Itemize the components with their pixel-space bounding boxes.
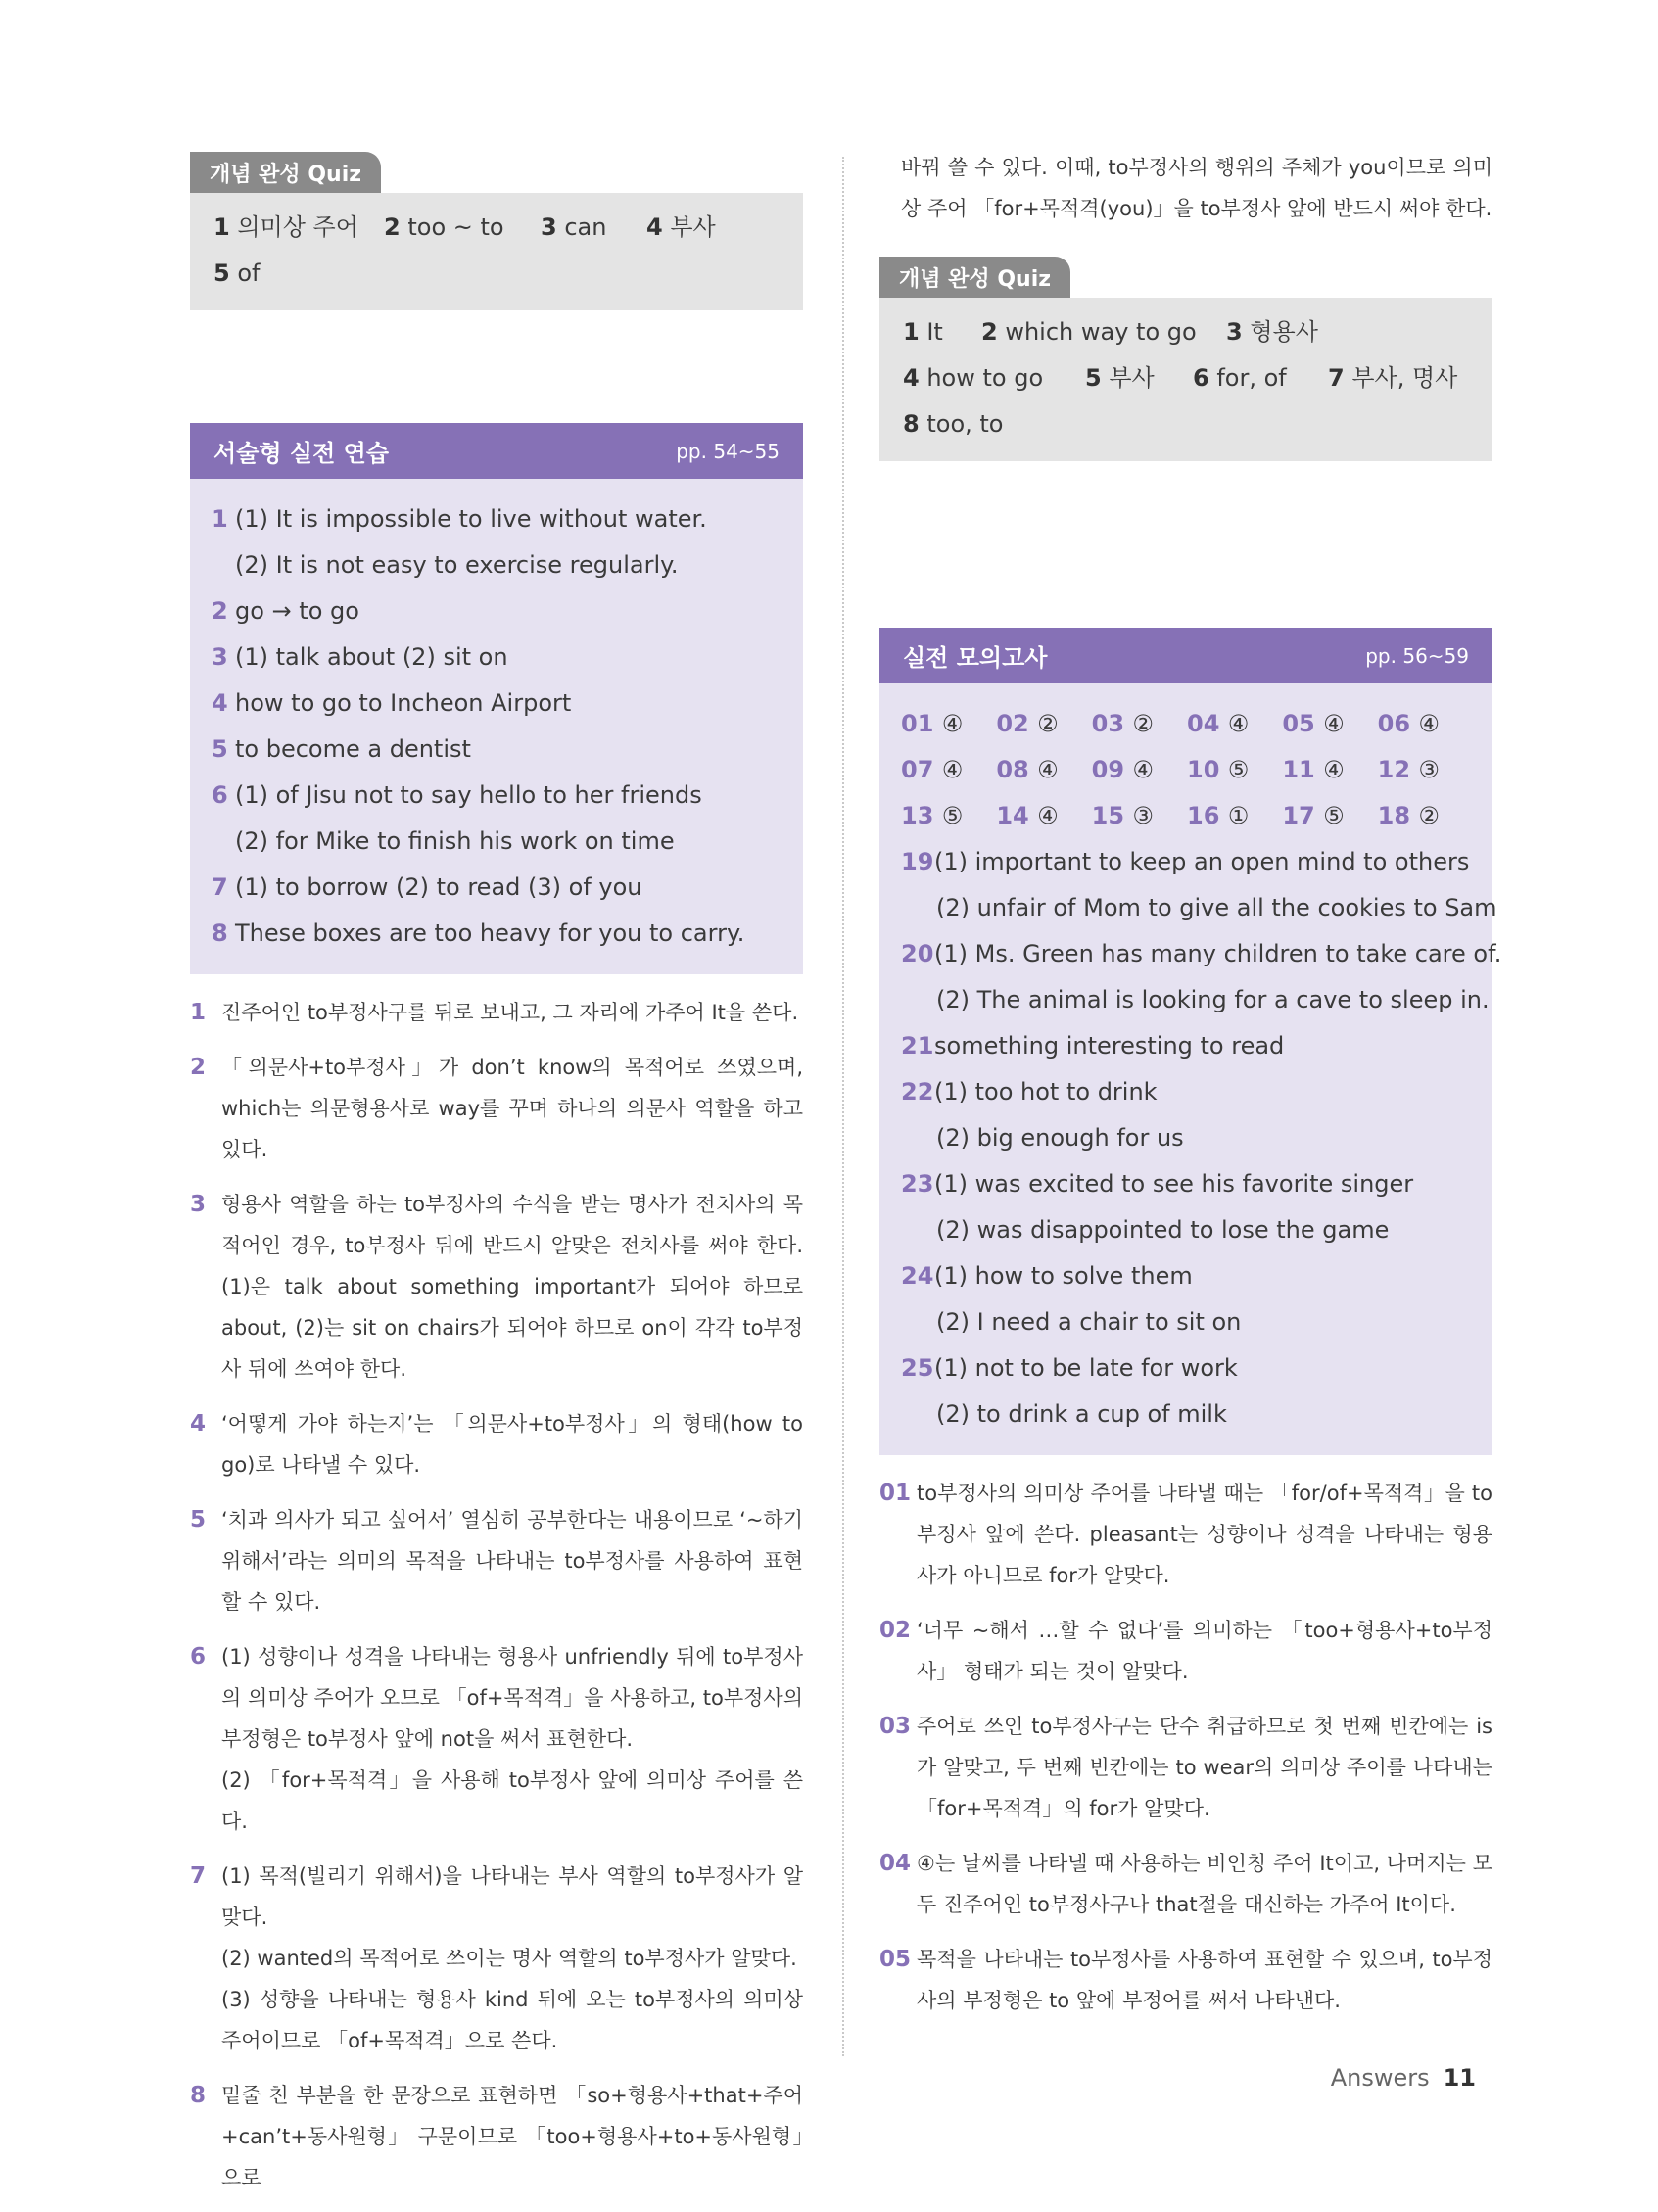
grid-answer: 17 ⑤ <box>1282 802 1345 829</box>
explanation-item: 03 주어로 쓰인 to부정사구는 단수 취급하므로 첫 번째 빈칸에는 is가 알맞고, 두 번째 빈칸에는 to wear의 의미상 주어를 나타내는 「for+목적격」의 for가 알맞다. <box>879 1714 1492 1820</box>
answer-line: 24(1) how to solve them <box>901 1262 1193 1290</box>
answer-line: (2) unfair of Mom to give all the cookies to Sam <box>936 894 1497 921</box>
quiz-num: 7 <box>1328 364 1345 392</box>
grid-answer: 09 ④ <box>1091 756 1154 783</box>
quiz-row <box>903 401 1469 447</box>
quiz-section-left <box>190 152 803 310</box>
quiz-tab-label: 개념 완성 Quiz <box>879 257 1070 298</box>
column-divider <box>842 157 844 2056</box>
quiz-answer-box <box>190 193 803 310</box>
quiz-num: 8 <box>903 410 920 438</box>
grid-answer: 06 ④ <box>1377 710 1440 737</box>
mock-exam-pages: pp. 56~59 <box>1365 643 1469 668</box>
explanation-item: 7 (1) 목적(빌리기 위해서)을 나타내는 부사 역할의 to부정사가 알맞다. (2) wanted의 목적어로 쓰이는 명사 역할의 to부정사가 알맞다. (3) 성향을 나타내는 형용사 kind 뒤에 오는 to부정사의 의미상 주어이므로 「of+목적격」으로 쓴다. <box>190 1863 803 2052</box>
explanation-item: 3 형용사 역할을 하는 to부정사의 수식을 받는 명사가 전치사의 목적어인 경우, to부정사 뒤에 반드시 알맞은 전치사를 써야 한다. (1)은 talk about something important가 되어야 하므로 about, (2)는 sit on chairs가 되어야 하므로 on이 각각 to부정사 뒤에 쓰여야 한다. <box>190 1192 803 1381</box>
quiz-row <box>213 205 780 251</box>
grid-answer: 07 ④ <box>901 756 964 783</box>
mock-exam-explanations <box>879 1473 1492 2021</box>
quiz-answer: 부사 <box>1109 364 1155 392</box>
grid-answer: 13 ⑤ <box>901 802 964 829</box>
practice-header <box>190 423 803 479</box>
grid-answer: 10 ⑤ <box>1187 756 1250 783</box>
quiz-num: 2 <box>981 318 998 346</box>
grid-answer: 04 ④ <box>1187 710 1250 737</box>
explanation-item: 8 밑줄 친 부분을 한 문장으로 표현하면 「so+형용사+that+주어+can’t+동사원형」 구문이므로 「too+형용사+to+동사원형」으로 <box>190 2083 803 2189</box>
mock-exam-header <box>879 628 1492 683</box>
explanation-item: 05 목적을 나타내는 to부정사를 사용하여 표현할 수 있으며, to부정사의 부정형은 to 앞에 부정어를 써서 나타낸다. <box>879 1947 1492 2012</box>
explanation-item: 02 ‘너무 ~해서 …할 수 없다’를 의미하는 「too+형용사+to부정사」 형태가 되는 것이 알맞다. <box>879 1618 1492 1683</box>
quiz-answer: 의미상 주어 <box>237 213 358 241</box>
explanation-item: 01 to부정사의 의미상 주어를 나타낼 때는 「for/of+목적격」을 to부정사 앞에 쓴다. pleasant는 성향이나 성격을 나타내는 형용사가 아니므로 for가 알맞다. <box>879 1481 1492 1587</box>
left-column <box>190 152 803 2212</box>
page-footer <box>1331 2064 1476 2092</box>
quiz-num: 5 <box>1085 364 1102 392</box>
mock-exam-title: 실전 모의고사 <box>903 644 1048 672</box>
grid-answer: 15 ③ <box>1091 802 1154 829</box>
quiz-answer: how to go <box>926 364 1044 392</box>
quiz-num: 1 <box>213 213 230 241</box>
quiz-answer: It <box>926 318 943 346</box>
quiz-answer: of <box>237 259 261 287</box>
quiz-answer-box <box>879 298 1492 461</box>
answer-line: 7 (1) to borrow (2) to read (3) of you <box>212 873 642 901</box>
answer-line: (2) I need a chair to sit on <box>936 1308 1242 1336</box>
grid-answer: 14 ④ <box>996 802 1059 829</box>
quiz-answer: for, of <box>1216 364 1287 392</box>
quiz-answer: 형용사 <box>1250 318 1318 346</box>
practice-answers <box>190 479 803 974</box>
answer-line: 1 (1) It is impossible to live without water. <box>212 505 707 533</box>
answer-line: 25(1) not to be late for work <box>901 1354 1238 1382</box>
answer-line: (2) It is not easy to exercise regularly. <box>235 551 679 579</box>
quiz-section-right <box>879 257 1492 461</box>
right-column <box>879 147 1502 2035</box>
answer-line: 5 to become a dentist <box>212 735 471 763</box>
continued-explanation: 바꿔 쓸 수 있다. 이때, to부정사의 행위의 주체가 you이므로 의미상 주어 「for+목적격(you)」을 to부정사 앞에 반드시 써야 한다. <box>901 156 1492 220</box>
explanation-item: 6 (1) 성향이나 성격을 나타내는 형용사 unfriendly 뒤에 to부정사의 의미상 주어가 오므로 「of+목적격」을 사용하고, to부정사의 부정형은 to부정사 앞에 not을 써서 표현한다. (2) 「for+목적격」을 사용해 to부정사 앞에 의미상 주어를 쓴다. <box>190 1644 803 1833</box>
quiz-num: 3 <box>1226 318 1243 346</box>
answer-line: 23(1) was excited to see his favorite singer <box>901 1170 1414 1198</box>
answer-line: 8 These boxes are too heavy for you to carry. <box>212 919 745 947</box>
quiz-answer: too, to <box>926 410 1004 438</box>
quiz-num: 4 <box>646 213 663 241</box>
grid-answer: 16 ① <box>1187 802 1250 829</box>
answer-line: (2) was disappointed to lose the game <box>936 1216 1390 1244</box>
grid-answer: 12 ③ <box>1377 756 1440 783</box>
answer-line: 3 (1) talk about (2) sit on <box>212 643 508 671</box>
answer-line: (2) The animal is looking for a cave to sleep in. <box>936 986 1490 1013</box>
explanation-item: 2 「의문사+to부정사」가 don’t know의 목적어로 쓰였으며, which는 의문형용사로 way를 꾸며 하나의 의문사 역할을 하고 있다. <box>190 1055 803 1161</box>
quiz-answer: 부사, 명사 <box>1351 364 1458 392</box>
quiz-num: 5 <box>213 259 230 287</box>
page-number: 11 <box>1443 2064 1476 2092</box>
answer-line: 22(1) too hot to drink <box>901 1078 1158 1106</box>
answer-line: 20(1) Ms. Green has many children to take care of. <box>901 940 1502 967</box>
practice-section <box>190 423 803 974</box>
explanation-item: 04 ④는 날씨를 나타낼 때 사용하는 비인칭 주어 It이고, 나머지는 모두 진주어인 to부정사구나 that절을 대신하는 가주어 It이다. <box>879 1851 1492 1916</box>
quiz-tab-label: 개념 완성 Quiz <box>190 152 381 193</box>
grid-answer: 05 ④ <box>1282 710 1345 737</box>
answer-line: (2) big enough for us <box>936 1124 1184 1152</box>
quiz-row <box>213 251 780 297</box>
answer-line: 4 how to go to Incheon Airport <box>212 689 572 717</box>
quiz-answer: which way to go <box>1005 318 1197 346</box>
quiz-num: 3 <box>541 213 557 241</box>
practice-explanations <box>190 992 803 2198</box>
explanation-item: 4 ‘어떻게 가야 하는지’는 「의문사+to부정사」의 형태(how to go)로 나타낼 수 있다. <box>190 1411 803 1477</box>
answer-grid <box>901 701 1473 839</box>
mock-exam-section <box>879 628 1502 1455</box>
answer-line: 19(1) important to keep an open mind to others <box>901 848 1470 875</box>
quiz-row <box>903 309 1469 355</box>
mock-exam-answers <box>879 683 1502 1455</box>
quiz-answer: 부사 <box>670 213 716 241</box>
quiz-num: 1 <box>903 318 920 346</box>
answer-line: 6 (1) of Jisu not to say hello to her friends <box>212 781 702 809</box>
answer-line: 21something interesting to read <box>901 1032 1285 1059</box>
quiz-row <box>903 355 1469 401</box>
grid-answer: 08 ④ <box>996 756 1059 783</box>
grid-answer: 02 ② <box>996 710 1059 737</box>
answer-line: (2) to drink a cup of milk <box>936 1400 1227 1428</box>
grid-answer: 18 ② <box>1377 802 1440 829</box>
answer-line: 2 go → to go <box>212 597 359 625</box>
quiz-answer: can <box>564 213 607 241</box>
practice-pages: pp. 54~55 <box>676 439 780 463</box>
answer-line: (2) for Mike to finish his work on time <box>235 827 675 855</box>
grid-answer: 11 ④ <box>1282 756 1345 783</box>
quiz-num: 2 <box>384 213 401 241</box>
practice-title: 서술형 실전 연습 <box>213 440 389 467</box>
explanation-item: 5 ‘치과 의사가 되고 싶어서’ 열심히 공부한다는 내용이므로 ‘~하기 위해서’라는 의미의 목적을 나타내는 to부정사를 사용하여 표현할 수 있다. <box>190 1507 803 1614</box>
quiz-answer: too ~ to <box>407 213 504 241</box>
grid-answer: 01 ④ <box>901 710 964 737</box>
quiz-num: 4 <box>903 364 920 392</box>
explanation-item: 1 진주어인 to부정사구를 뒤로 보내고, 그 자리에 가주어 It을 쓴다. <box>190 1000 799 1025</box>
quiz-num: 6 <box>1193 364 1209 392</box>
grid-answer: 03 ② <box>1091 710 1154 737</box>
footer-label: Answers <box>1330 2064 1430 2092</box>
